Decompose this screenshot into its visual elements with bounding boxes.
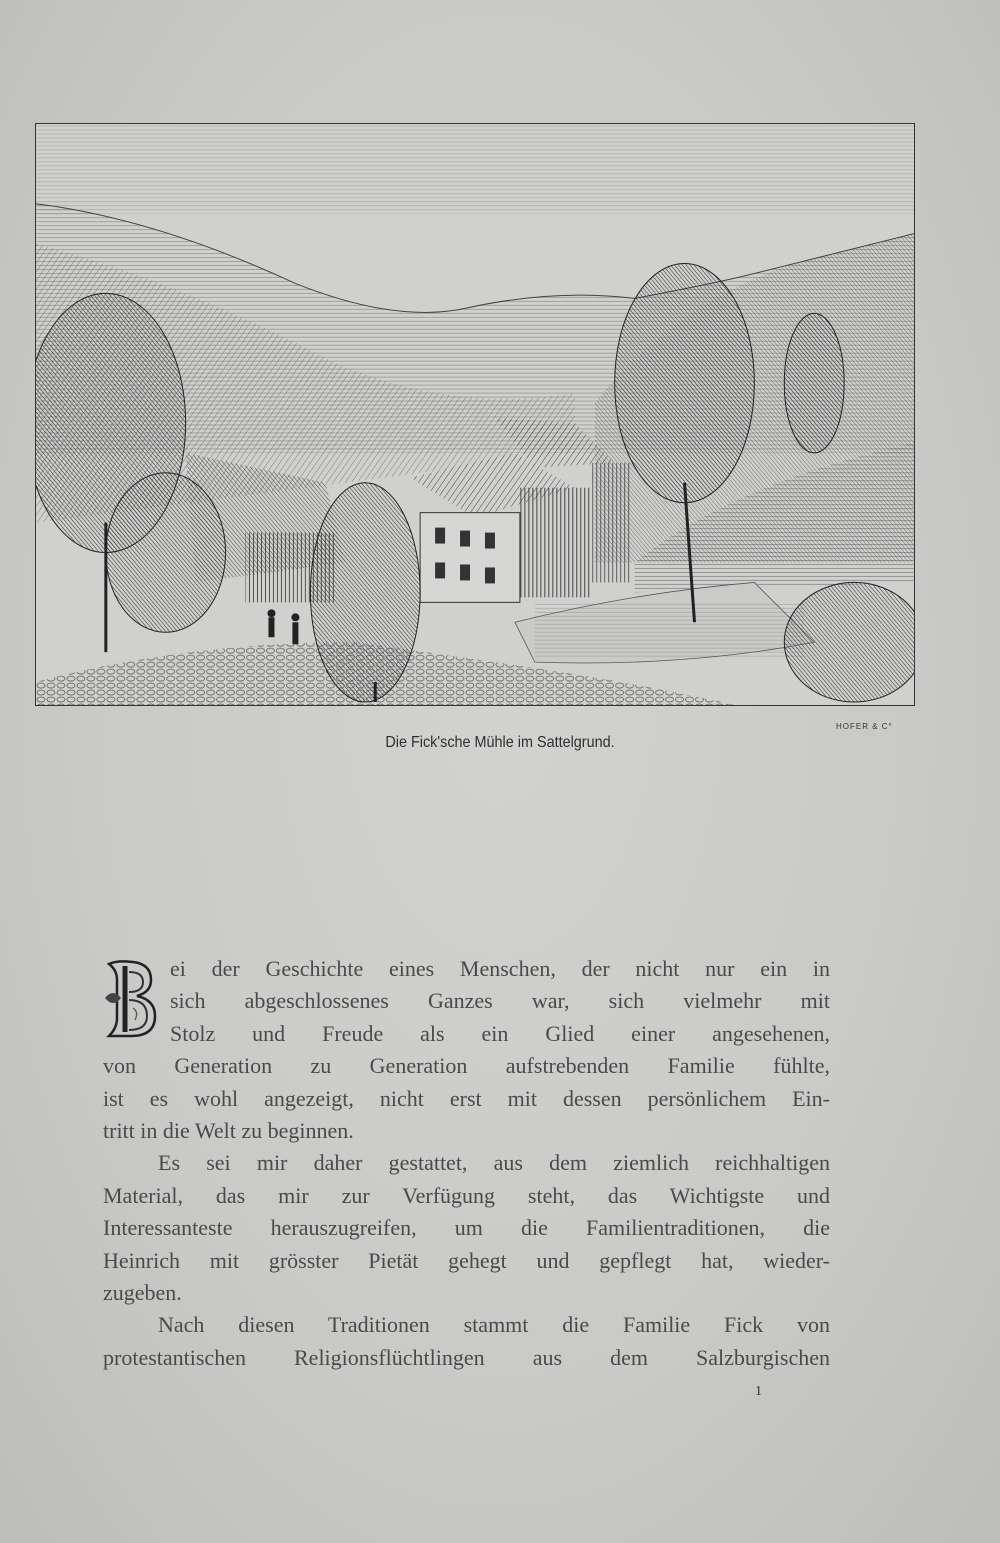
engraver-signature: HOFER & C° [836, 722, 893, 731]
text-line: zugeben. [103, 1280, 182, 1306]
body-text [103, 953, 830, 1374]
text-line: Stolz und Freude als ein Glied einer angesehenen, [170, 1020, 830, 1046]
text-line: Es sei mir daher gestattet, aus dem ziemlich reichhaltigen [158, 1150, 830, 1176]
text-line: Nach diesen Traditionen stammt die Familie Fick von [158, 1312, 830, 1338]
text-line: Heinrich mit grösster Pietät gehegt und gepflegt hat, wieder- [103, 1247, 830, 1273]
text-line: tritt in die Welt zu beginnen. [103, 1118, 354, 1144]
figure-caption: Die Fick'sche Mühle im Sattelgrund. [385, 734, 615, 751]
text-line: von Generation zu Generation aufstrebenden Familie fühlte, [103, 1053, 830, 1079]
text-line: ei der Geschichte eines Menschen, der nicht nur ein in [170, 956, 830, 981]
page-number: 1 [755, 1384, 762, 1399]
text-line: Material, das mir zur Verfügung steht, das Wichtigste und [103, 1182, 830, 1208]
text-line: Interessanteste herauszugreifen, um die Familientraditionen, die [103, 1215, 830, 1241]
mill-engraving [35, 123, 915, 706]
text-line: protestantischen Religionsflüchtlingen aus dem Salzburgischen [103, 1344, 830, 1370]
engraving-image [36, 124, 914, 705]
text-line: sich abgeschlossenes Ganzes war, sich vielmehr mit [170, 988, 830, 1014]
text-line: ist es wohl angezeigt, nicht erst mit dessen persönlichem Ein- [103, 1085, 830, 1111]
